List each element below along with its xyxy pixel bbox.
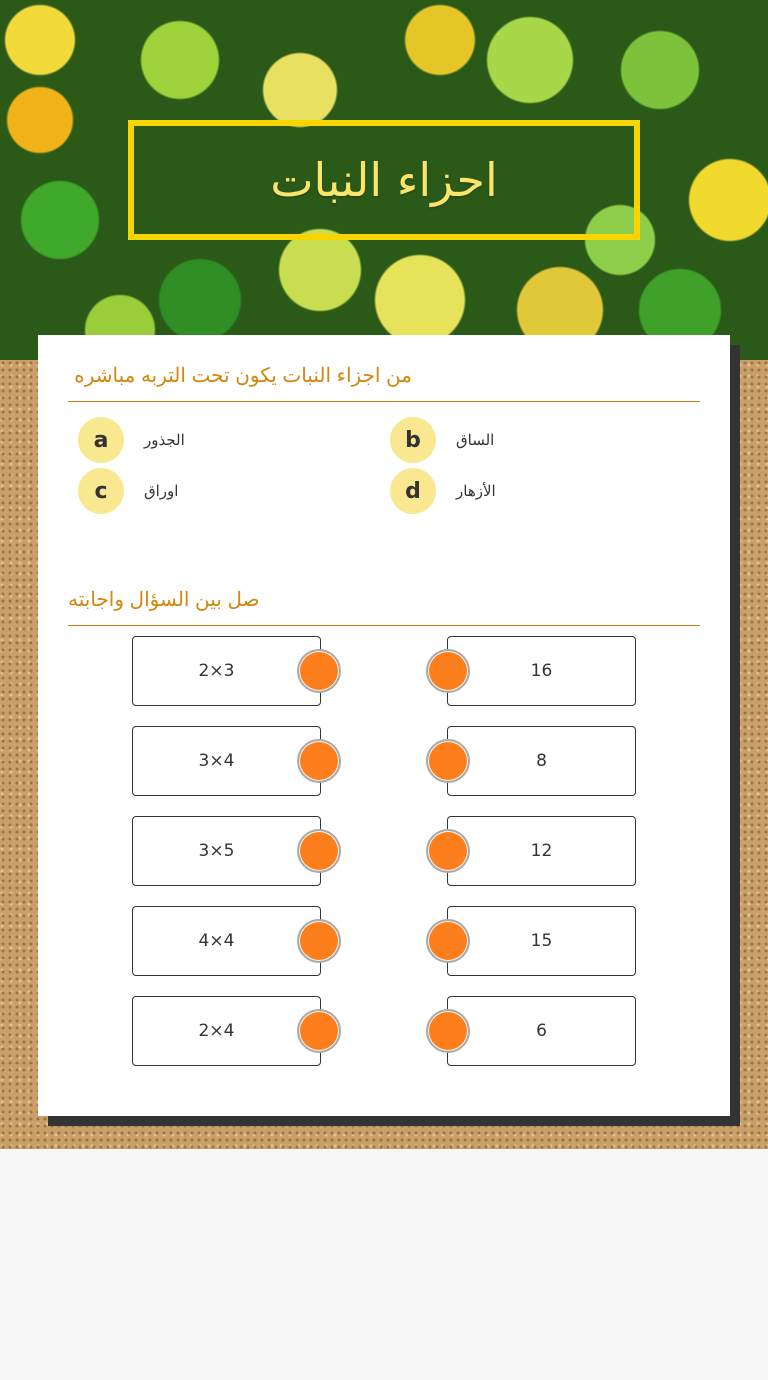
option-b[interactable]: [390, 417, 494, 463]
match-left-item: 2×3: [132, 636, 321, 706]
match-left-connector[interactable]: [297, 1009, 341, 1053]
match-right-connector[interactable]: [426, 739, 470, 783]
page-title: احزاء النبات: [270, 153, 498, 207]
match-left-connector[interactable]: [297, 649, 341, 693]
match-left-connector[interactable]: [297, 829, 341, 873]
option-label: الساق: [456, 432, 495, 449]
option-c[interactable]: [78, 468, 178, 514]
divider: [68, 401, 700, 402]
match-right-item: 6: [447, 996, 636, 1066]
match-left-item: 3×4: [132, 726, 321, 796]
match-left-connector[interactable]: [297, 739, 341, 783]
match-left-item: 2×4: [132, 996, 321, 1066]
option-letter: d: [390, 468, 436, 514]
match-right-item: 15: [447, 906, 636, 976]
match-right-item: 8: [447, 726, 636, 796]
option-label: الأزهار: [456, 483, 496, 500]
option-letter: a: [78, 417, 124, 463]
match-left-connector[interactable]: [297, 919, 341, 963]
option-d[interactable]: [390, 468, 496, 514]
match-right-connector[interactable]: [426, 919, 470, 963]
page-title-box: [128, 120, 640, 240]
divider: [68, 625, 700, 626]
match-right-item: 16: [447, 636, 636, 706]
match-left-item: 4×4: [132, 906, 321, 976]
question-1-text: من اجزاء النبات يكون تحت التربه مباشره: [74, 365, 412, 387]
option-a[interactable]: [78, 417, 185, 463]
match-left-item: 3×5: [132, 816, 321, 886]
match-right-connector[interactable]: [426, 829, 470, 873]
match-right-item: 12: [447, 816, 636, 886]
quiz-card: [38, 335, 730, 1116]
option-letter: c: [78, 468, 124, 514]
question-2-text: صل بين السؤال واجابته: [68, 589, 260, 611]
option-label: الجذور: [144, 432, 185, 449]
match-right-connector[interactable]: [426, 649, 470, 693]
option-label: اوراق: [144, 483, 179, 500]
match-right-connector[interactable]: [426, 1009, 470, 1053]
option-letter: b: [390, 417, 436, 463]
